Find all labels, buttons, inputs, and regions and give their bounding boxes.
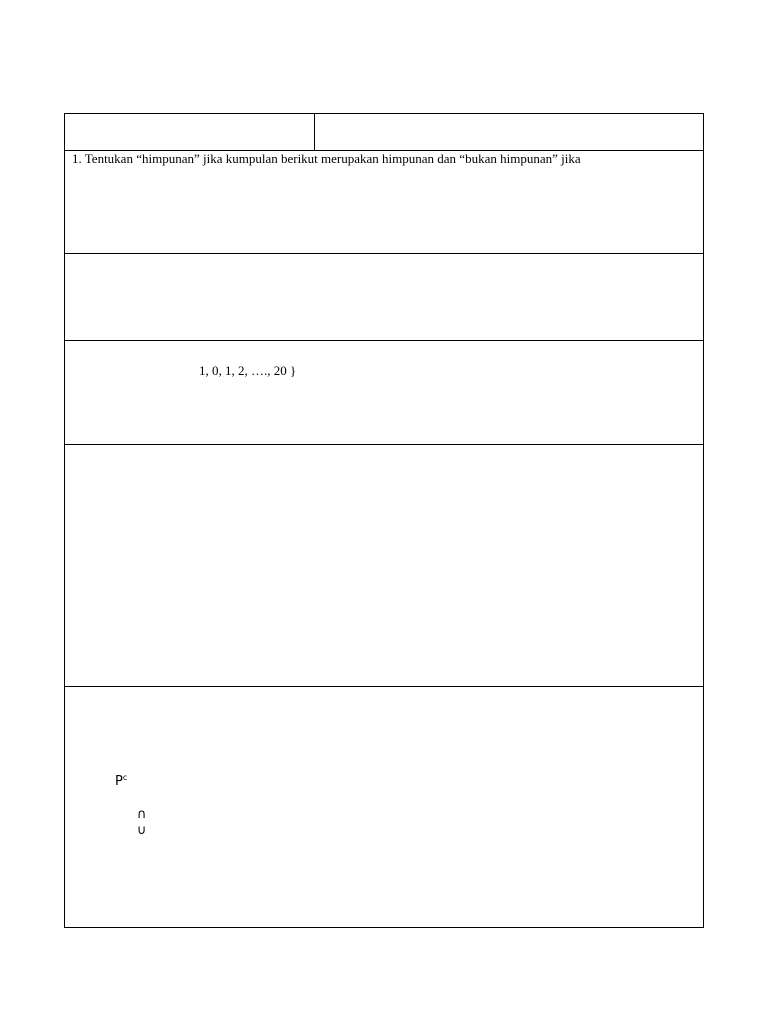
answer-cell-1 bbox=[65, 254, 703, 341]
set-cell bbox=[65, 341, 703, 445]
complement-symbol bbox=[115, 771, 127, 789]
complement-superscript: c bbox=[122, 773, 128, 782]
header-cell-left bbox=[65, 114, 315, 150]
header-row bbox=[65, 114, 703, 151]
question-1-text: 1. Tentukan “himpunan” jika kumpulan berikut merupakan himpunan dan “bukan himpunan” jika bbox=[72, 151, 581, 166]
set-operations-cell bbox=[65, 687, 703, 929]
worksheet-table bbox=[64, 113, 704, 928]
answer-cell-2 bbox=[65, 445, 703, 687]
set-sequence-text: 1, 0, 1, 2, …., 20 } bbox=[199, 363, 297, 378]
question-1-cell bbox=[65, 151, 703, 254]
complement-base: P bbox=[115, 774, 123, 789]
union-symbol: ∪ bbox=[137, 823, 147, 838]
intersection-symbol: ∩ bbox=[137, 807, 147, 822]
header-cell-right bbox=[315, 114, 703, 150]
